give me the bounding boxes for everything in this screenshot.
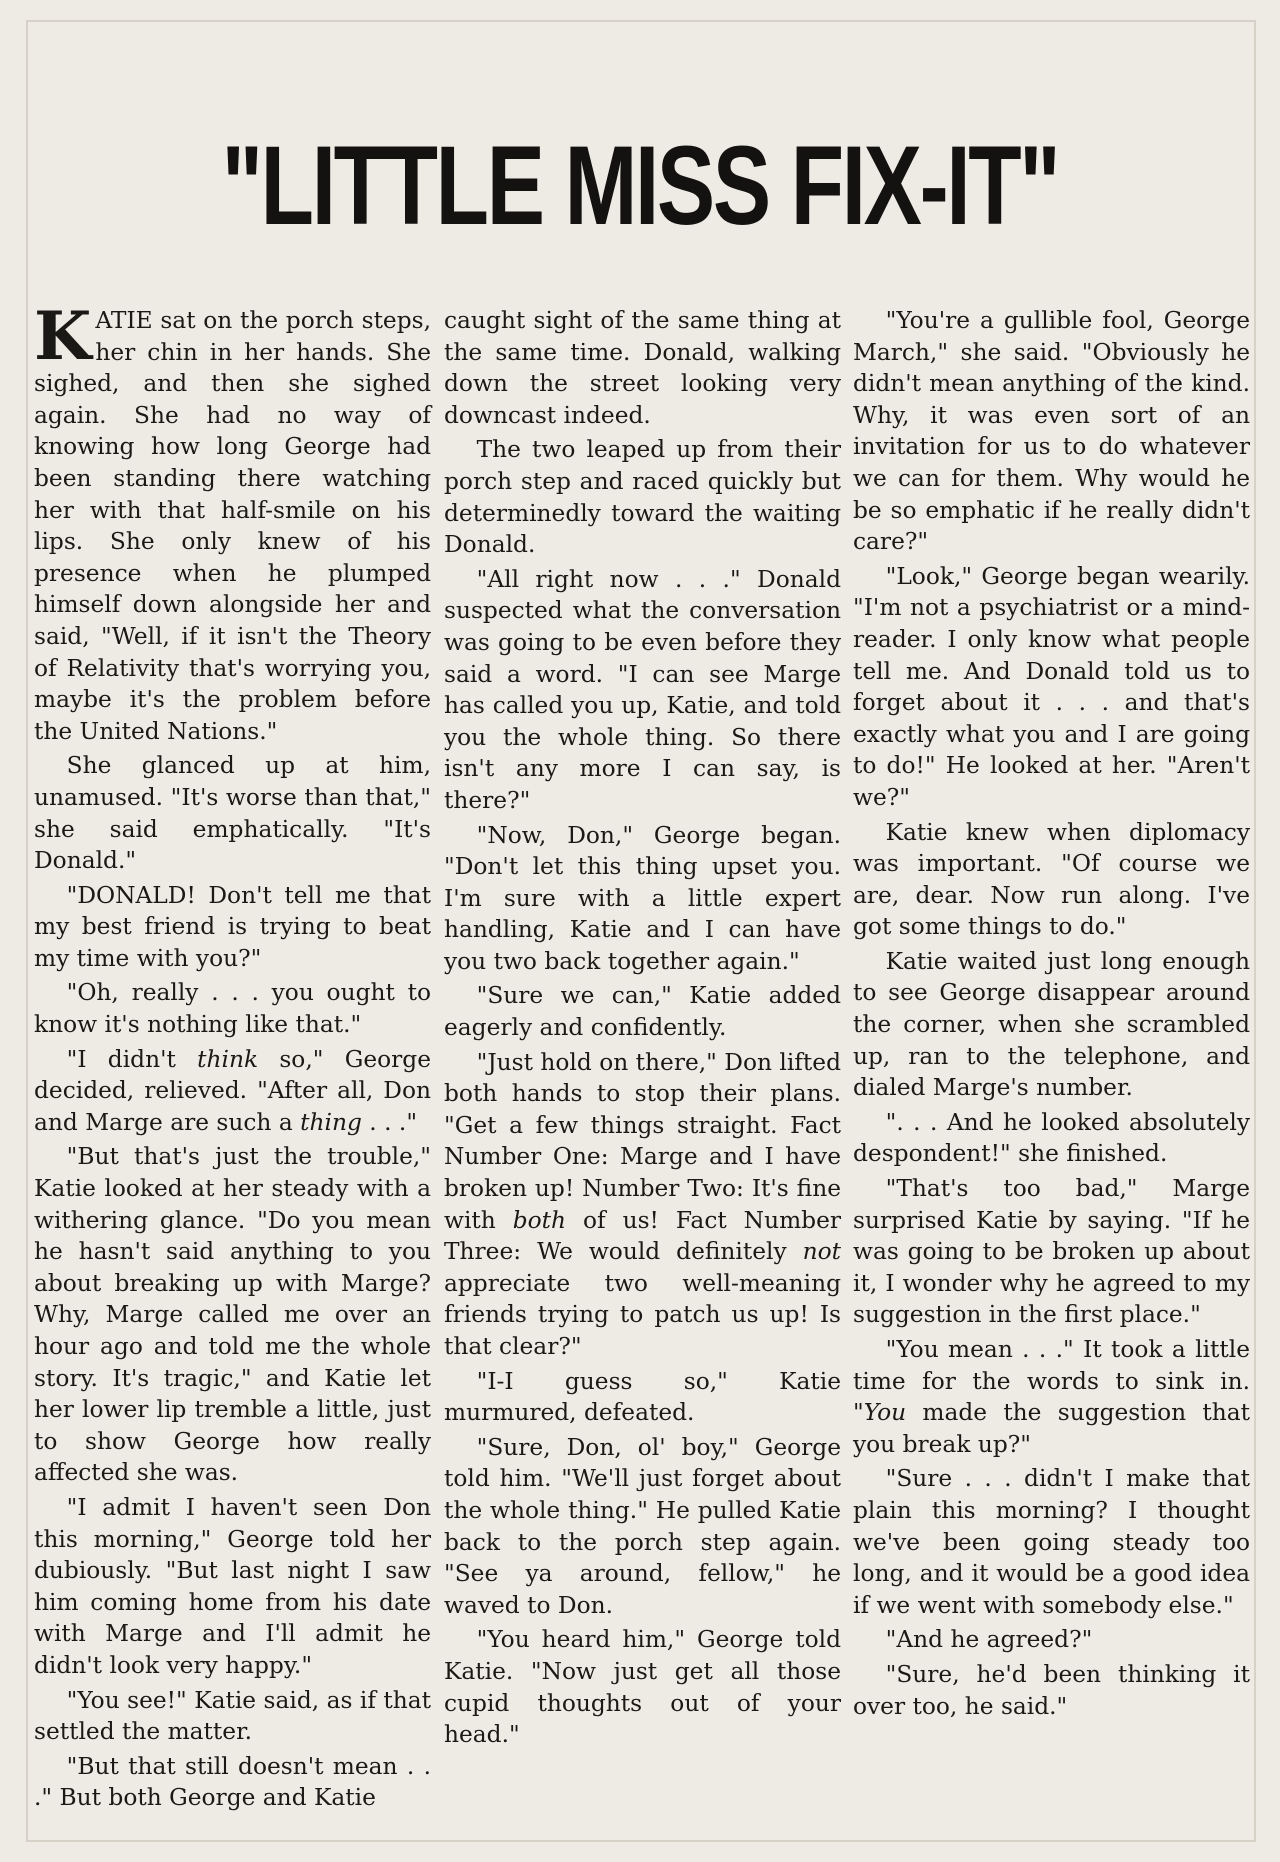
paragraph: "You mean . . ." It took a little time for the words to sink in. "You made the suggestion that you break up?": [853, 1336, 1250, 1458]
paragraph: "You heard him," George told Katie. "Now just get all those cupid thoughts out of your head.": [444, 1626, 841, 1749]
text-column-1: [34, 297, 431, 1817]
paragraph: "Sure . . . didn't I make that plain this morning? I thought we've been going steady too long, and it would be a good idea if we went with somebody else.": [853, 1465, 1250, 1619]
paragraph: "Sure we can," Katie added eagerly and confidently.: [444, 982, 841, 1042]
text-column-3: [853, 305, 1250, 1725]
paragraph: ". . . And he looked absolutely despondent!" she finished.: [853, 1108, 1250, 1168]
paragraph: The two leaped up from their porch step and raced quickly but determinedly toward the waiting Donald.: [444, 436, 841, 559]
paragraph: Katie knew when diplomacy was important. "Of course we are, dear. Now run along. I've got some things to do.": [853, 818, 1250, 941]
paragraph: "That's too bad," Marge surprised Katie by saying. "If he was going to be broken up about it, I wonder why he agreed to my suggestion in the first place.": [853, 1175, 1250, 1329]
drop-cap: K: [34, 297, 92, 375]
paragraph: caught sight of the same thing at the same time. Donald, walking down the street looking very downcast indeed.: [444, 307, 841, 429]
paragraph: "And he agreed?": [885, 1626, 1093, 1654]
paragraph: "I didn't think so," George decided, relieved. "After all, Don and Marge are such a thing . . .": [34, 1045, 431, 1136]
paragraph: "I admit I haven't seen Don this morning," George told her dubiously. "But last night I saw him coming home from his date with Marge and I'll admit he didn't look very happy.": [34, 1493, 431, 1679]
paragraph: "You're a gullible fool, George March," she said. "Obviously he didn't mean anything of the kind. Why, it was even sort of an invitation for us to do whatever we can for them. Why would he be so emphatic if he really didn't care?": [853, 307, 1250, 556]
paragraph: "All right now . . ." Donald suspected what the conversation was going to be even before they said a word. "I can see Marge has called you up, Katie, and told you the whole thing. So there isn't any more I can say, is there?": [444, 565, 841, 814]
paragraph: "Just hold on there," Don lifted both hands to stop their plans. "Get a few things straight. Fact Number One: Marge and I have broken up! Number Two: It's fine with both of us! Fact Number Three: We would definitely not appreciate two well-meaning friends trying to patch us up! Is that clear?": [444, 1048, 841, 1360]
text-column-2: [444, 305, 841, 1754]
paragraph: "But that's just the trouble," Katie looked at her steady with a withering glance. "Do you mean he hasn't said anything to you about breaking up with Marge? Why, Marge called me over an hour ago and told me the whole story. It's tragic," and Katie let her lower lip tremble a little, just to show George how really affected she was.: [34, 1143, 431, 1487]
paragraph: "But that still doesn't mean . . ." But both George and Katie: [34, 1752, 431, 1812]
paragraph: "Sure, Don, ol' boy," George told him. "We'll just forget about the whole thing." He pulled Katie back to the porch step again. "See ya around, fellow," he waved to Don.: [444, 1433, 841, 1619]
story-title: "LITTLE MISS FIX-IT": [221, 123, 1059, 248]
paragraph: "You see!" Katie said, as if that settled the matter.: [34, 1686, 431, 1746]
paragraph: KATIE sat on the porch steps, her chin in her hands. She sighed, and then she sighed again. She had no way of knowing how long George had been standing there watching her with that half-smile on his lips. She only knew of his presence when he plumped himself down alongside her and said, "Well, if it isn't the Theory of Relativity that's worrying you, maybe it's the problem before the United Nations.": [34, 297, 431, 745]
paragraph: "Look," George began wearily. "I'm not a psychiatrist or a mind-reader. I only know what people tell me. And Donald told us to forget about it . . . and that's exactly what you and I are going to do!" He looked at her. "Aren't we?": [853, 562, 1250, 811]
paragraph: "I-I guess so," Katie murmured, defeated.: [444, 1367, 841, 1427]
paragraph: She glanced up at him, unamused. "It's worse than that," she said emphatically. "It's Donald.": [34, 752, 431, 875]
paragraph: "Sure, he'd been thinking it over too, he said.": [853, 1660, 1250, 1720]
paragraph: "Oh, really . . . you ought to know it's nothing like that.": [34, 979, 431, 1039]
paragraph: "Now, Don," George began. "Don't let this thing upset you. I'm sure with a little expert handling, Katie and I can have you two back together again.": [444, 821, 841, 975]
paragraph: "DONALD! Don't tell me that my best friend is trying to beat my time with you?": [34, 881, 431, 972]
paragraph: Katie waited just long enough to see George disappear around the corner, when she scrambled up, ran to the telephone, and dialed Marge's number.: [853, 947, 1250, 1102]
